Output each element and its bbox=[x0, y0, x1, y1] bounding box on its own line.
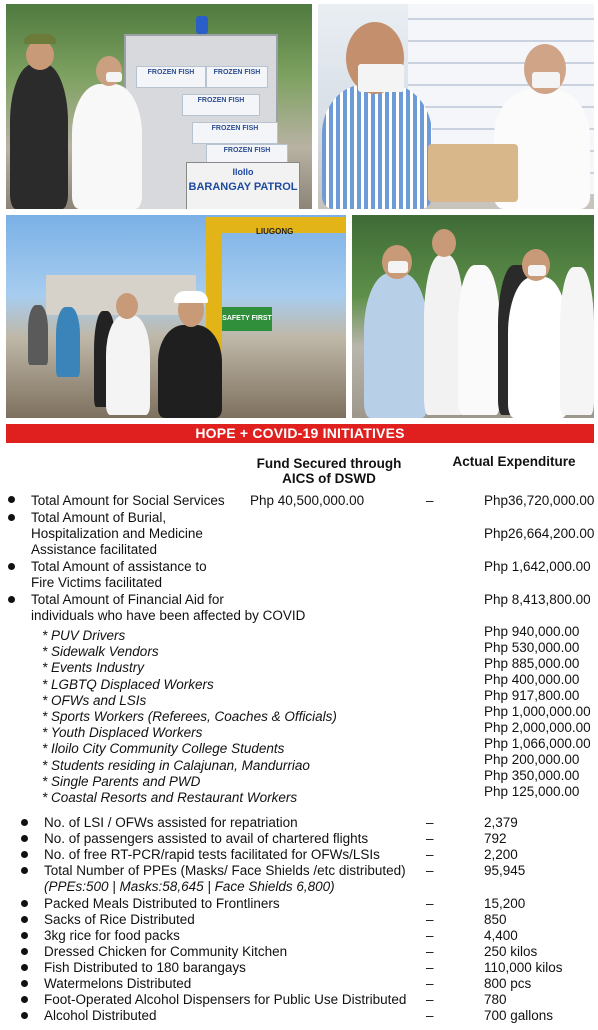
item-value: 2,200 bbox=[484, 847, 518, 862]
sub-item-value: Php 1,000,000.00 bbox=[484, 704, 591, 719]
item-value: 780 bbox=[484, 992, 507, 1007]
sub-item-label: * PUV Drivers bbox=[42, 628, 126, 643]
face-mask bbox=[388, 261, 408, 273]
face-mask bbox=[528, 265, 546, 276]
bullet-icon bbox=[8, 596, 15, 603]
sub-item-label: * Events Industry bbox=[42, 660, 145, 675]
person bbox=[560, 267, 594, 415]
bullet-icon bbox=[21, 932, 28, 939]
person bbox=[322, 84, 432, 209]
dash: – bbox=[426, 944, 434, 959]
dash: – bbox=[426, 847, 434, 862]
truck-sign-top: IloIlo bbox=[232, 167, 254, 177]
face-mask bbox=[532, 72, 560, 88]
item-label: Sacks of Rice Distributed bbox=[44, 912, 195, 927]
bullet-icon bbox=[21, 867, 28, 874]
box-label: FROZEN FISH bbox=[211, 125, 259, 132]
person bbox=[10, 64, 68, 209]
box-label: FROZEN FISH bbox=[213, 69, 261, 76]
item-value: 15,200 bbox=[484, 896, 526, 911]
bullet-icon bbox=[21, 900, 28, 907]
bullet-icon bbox=[8, 496, 15, 503]
person bbox=[56, 307, 80, 377]
item-label: Fire Victims facilitated bbox=[31, 575, 163, 590]
item-label: Hospitalization and Medicine bbox=[31, 526, 203, 541]
expenditure-value: Php36,720,000.00 bbox=[484, 493, 595, 508]
bullet-icon bbox=[21, 851, 28, 858]
bullet-icon bbox=[21, 964, 28, 971]
person-head bbox=[432, 229, 456, 257]
item-label: Packed Meals Distributed to Frontliners bbox=[44, 896, 280, 911]
dash: – bbox=[426, 960, 434, 975]
fund-header-line1: Fund Secured through bbox=[256, 456, 402, 471]
face-mask bbox=[106, 72, 122, 82]
dash: – bbox=[426, 896, 434, 911]
item-label: Assistance facilitated bbox=[31, 542, 158, 557]
sub-item-label: * Sports Workers (Referees, Coaches & Officials) bbox=[42, 709, 337, 724]
expenditure-header: Actual Expenditure bbox=[452, 454, 576, 469]
photo-fish-distribution bbox=[6, 4, 312, 209]
fish-bag bbox=[428, 144, 518, 202]
sub-item-value: Php 1,066,000.00 bbox=[484, 736, 591, 751]
bullet-icon bbox=[21, 948, 28, 955]
sub-item-label: * Iloilo City Community College Students bbox=[42, 741, 285, 756]
box-label: FROZEN FISH bbox=[147, 69, 195, 76]
fund-header-line2: AICS of DSWD bbox=[282, 471, 376, 486]
person bbox=[72, 84, 142, 209]
sub-item-value: Php 2,000,000.00 bbox=[484, 720, 591, 735]
item-label: Total Amount for Social Services bbox=[31, 493, 225, 508]
bullet-icon bbox=[21, 980, 28, 987]
item-note: (PPEs:500 | Masks:58,645 | Face Shields 6,800) bbox=[44, 879, 335, 894]
sub-item-label: * LGBTQ Displaced Workers bbox=[42, 677, 214, 692]
item-value: 2,379 bbox=[484, 815, 518, 830]
safety-sign: SAFETY FIRST bbox=[222, 307, 272, 331]
hard-hat bbox=[174, 291, 208, 303]
dash: – bbox=[426, 976, 434, 991]
sub-item-value: Php 125,000.00 bbox=[484, 784, 580, 799]
sub-item-label: * Single Parents and PWD bbox=[42, 774, 201, 789]
item-value: 700 gallons bbox=[484, 1008, 554, 1023]
truck-sign bbox=[186, 162, 300, 209]
person bbox=[458, 265, 500, 415]
photo-community-walk bbox=[352, 215, 594, 418]
sub-item-label: * Youth Displaced Workers bbox=[42, 725, 203, 740]
dash: – bbox=[426, 912, 434, 927]
sub-item-value: Php 530,000.00 bbox=[484, 640, 580, 655]
sub-item-label: * Students residing in Calajunan, Mandurriao bbox=[42, 758, 310, 773]
dash: – bbox=[426, 831, 434, 846]
machine-label: LIUGONG bbox=[256, 227, 294, 236]
item-label: No. of passengers assisted to avail of chartered flights bbox=[44, 831, 369, 846]
bullet-icon bbox=[21, 835, 28, 842]
dash: – bbox=[426, 493, 434, 508]
item-label: Foot-Operated Alcohol Dispensers for Public Use Distributed bbox=[44, 992, 407, 1007]
dash: – bbox=[426, 1008, 434, 1023]
excavator-arm bbox=[206, 217, 346, 353]
item-value: 792 bbox=[484, 831, 507, 846]
sub-item-label: * Coastal Resorts and Restaurant Workers bbox=[42, 790, 298, 805]
item-label: Total Amount of Burial, bbox=[31, 510, 167, 525]
sub-item-value: Php 940,000.00 bbox=[484, 624, 580, 639]
bullet-icon bbox=[8, 514, 15, 521]
item-value: 4,400 bbox=[484, 928, 518, 943]
cap bbox=[24, 34, 56, 44]
item-label: Fish Distributed to 180 barangays bbox=[44, 960, 246, 975]
sub-item-value: Php 200,000.00 bbox=[484, 752, 580, 767]
expenditure-value: Php26,664,200.00 bbox=[484, 526, 595, 541]
fund-value: Php 40,500,000.00 bbox=[250, 493, 365, 508]
dash: – bbox=[426, 992, 434, 1007]
expenditure-value: Php 8,413,800.00 bbox=[484, 592, 591, 607]
face-mask bbox=[358, 64, 404, 92]
item-label: Total Amount of Financial Aid for bbox=[31, 592, 224, 607]
item-label: Total Number of PPEs (Masks/ Face Shields /etc distributed) bbox=[44, 863, 406, 878]
person bbox=[364, 273, 428, 418]
siren-light bbox=[196, 16, 208, 34]
sub-item-value: Php 885,000.00 bbox=[484, 656, 580, 671]
box-label: FROZEN FISH bbox=[197, 97, 245, 104]
dash: – bbox=[426, 863, 434, 878]
box-label: FROZEN FISH bbox=[223, 147, 271, 154]
sub-item-value: Php 917,800.00 bbox=[484, 688, 580, 703]
sub-item-value: Php 400,000.00 bbox=[484, 672, 580, 687]
photo-construction-site bbox=[6, 215, 346, 418]
bullet-icon bbox=[21, 819, 28, 826]
item-label: Alcohol Distributed bbox=[44, 1008, 157, 1023]
item-label: Watermelons Distributed bbox=[44, 976, 192, 991]
photo-fish-packing bbox=[318, 4, 594, 209]
item-label: No. of LSI / OFWs assisted for repatriation bbox=[44, 815, 298, 830]
item-value: 110,000 kilos bbox=[484, 960, 563, 975]
truck-sign-text: BARANGAY PATROL bbox=[188, 181, 298, 193]
item-label: 3kg rice for food packs bbox=[44, 928, 180, 943]
item-label: No. of free RT-PCR/rapid tests facilitated for OFWs/LSIs bbox=[44, 847, 380, 862]
item-value: 95,945 bbox=[484, 863, 526, 878]
person-head bbox=[116, 293, 138, 319]
bullet-icon bbox=[8, 563, 15, 570]
person bbox=[28, 305, 48, 365]
expenditure-value: Php 1,642,000.00 bbox=[484, 559, 591, 574]
person-head bbox=[26, 40, 54, 70]
bullet-icon bbox=[21, 916, 28, 923]
section-banner: HOPE + COVID-19 INITIATIVES bbox=[6, 424, 594, 443]
sub-item-value: Php 350,000.00 bbox=[484, 768, 580, 783]
item-value: 250 kilos bbox=[484, 944, 538, 959]
person bbox=[106, 315, 150, 415]
person bbox=[508, 277, 568, 418]
bullet-icon bbox=[21, 996, 28, 1003]
dash: – bbox=[426, 815, 434, 830]
sub-item-label: * OFWs and LSIs bbox=[42, 693, 147, 708]
dash: – bbox=[426, 928, 434, 943]
sub-item-label: * Sidewalk Vendors bbox=[42, 644, 159, 659]
item-label: Dressed Chicken for Community Kitchen bbox=[44, 944, 288, 959]
item-value: 850 bbox=[484, 912, 507, 927]
item-label: Total Amount of assistance to bbox=[31, 559, 207, 574]
item-label: individuals who have been affected by COVID bbox=[31, 608, 306, 623]
fund-header bbox=[246, 456, 412, 486]
item-value: 800 pcs bbox=[484, 976, 532, 991]
bullet-icon bbox=[21, 1012, 28, 1019]
person bbox=[158, 325, 222, 418]
